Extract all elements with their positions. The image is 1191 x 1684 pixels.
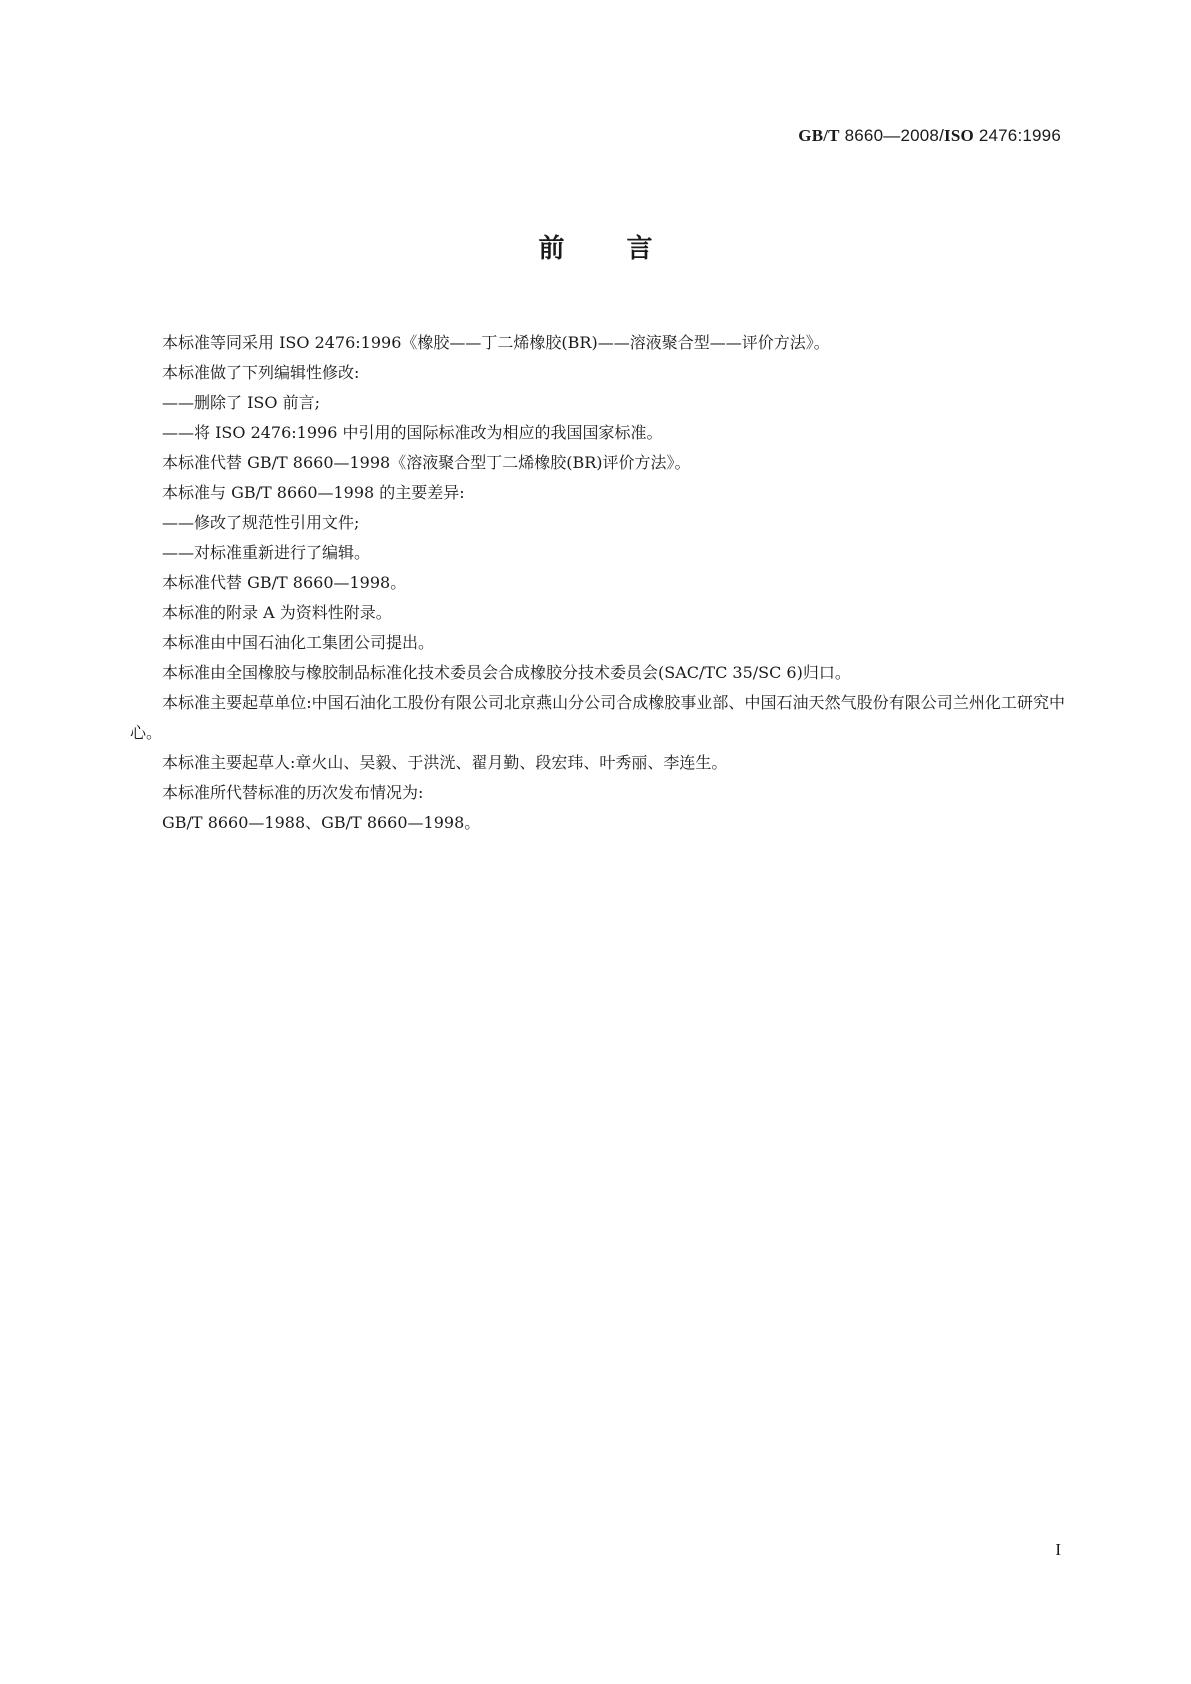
paragraph: 本标准代替 GB/T 8660—1998。 [162,573,407,592]
paragraph: 本标准主要起草单位:中国石油化工股份有限公司北京燕山分公司合成橡胶事业部、中国石油天然气股份有限公司兰州化工研究中心。 [130,693,1065,742]
paragraph: 本标准代替 GB/T 8660—1998《溶液聚合型丁二烯橡胶(BR)评价方法》。 [162,453,691,472]
paragraph: 本标准所代替标准的历次发布情况为: [162,783,424,802]
paragraph: GB/T 8660—1988、GB/T 8660—1998。 [162,813,481,832]
foreword-body [130,328,1065,838]
paragraph: 本标准做了下列编辑性修改: [162,363,360,382]
list-item: ——对标准重新进行了编辑。 [162,543,371,562]
list-item: ——修改了规范性引用文件; [162,513,360,532]
paragraph: 本标准由中国石油化工集团公司提出。 [162,633,435,652]
paragraph: 本标准等同采用 ISO 2476:1996《橡胶——丁二烯橡胶(BR)——溶液聚合型——评价方法》。 [162,333,830,352]
standard-code-iso: ISO [944,126,974,145]
paragraph: 本标准主要起草人:章火山、吴毅、于洪洸、翟月勤、段宏玮、叶秀丽、李连生。 [162,753,728,772]
page-number: I [1055,1540,1061,1559]
paragraph: 本标准由全国橡胶与橡胶制品标准化技术委员会合成橡胶分技术委员会(SAC/TC 35/SC 6)归口。 [162,663,851,682]
paragraph: 本标准与 GB/T 8660—1998 的主要差异: [162,483,465,502]
standard-code-gb: GB/T [798,126,840,145]
standard-code-iso-number: 2476:1996 [973,126,1061,145]
list-item: ——删除了 ISO 前言; [162,393,320,412]
paragraph: 本标准的附录 A 为资料性附录。 [162,603,392,622]
page-title: 前言 [538,234,715,264]
list-item: ——将 ISO 2476:1996 中引用的国际标准改为相应的我国国家标准。 [162,423,663,442]
standard-code-gb-number: 8660—2008/ [839,126,944,145]
standard-code [798,126,1061,146]
